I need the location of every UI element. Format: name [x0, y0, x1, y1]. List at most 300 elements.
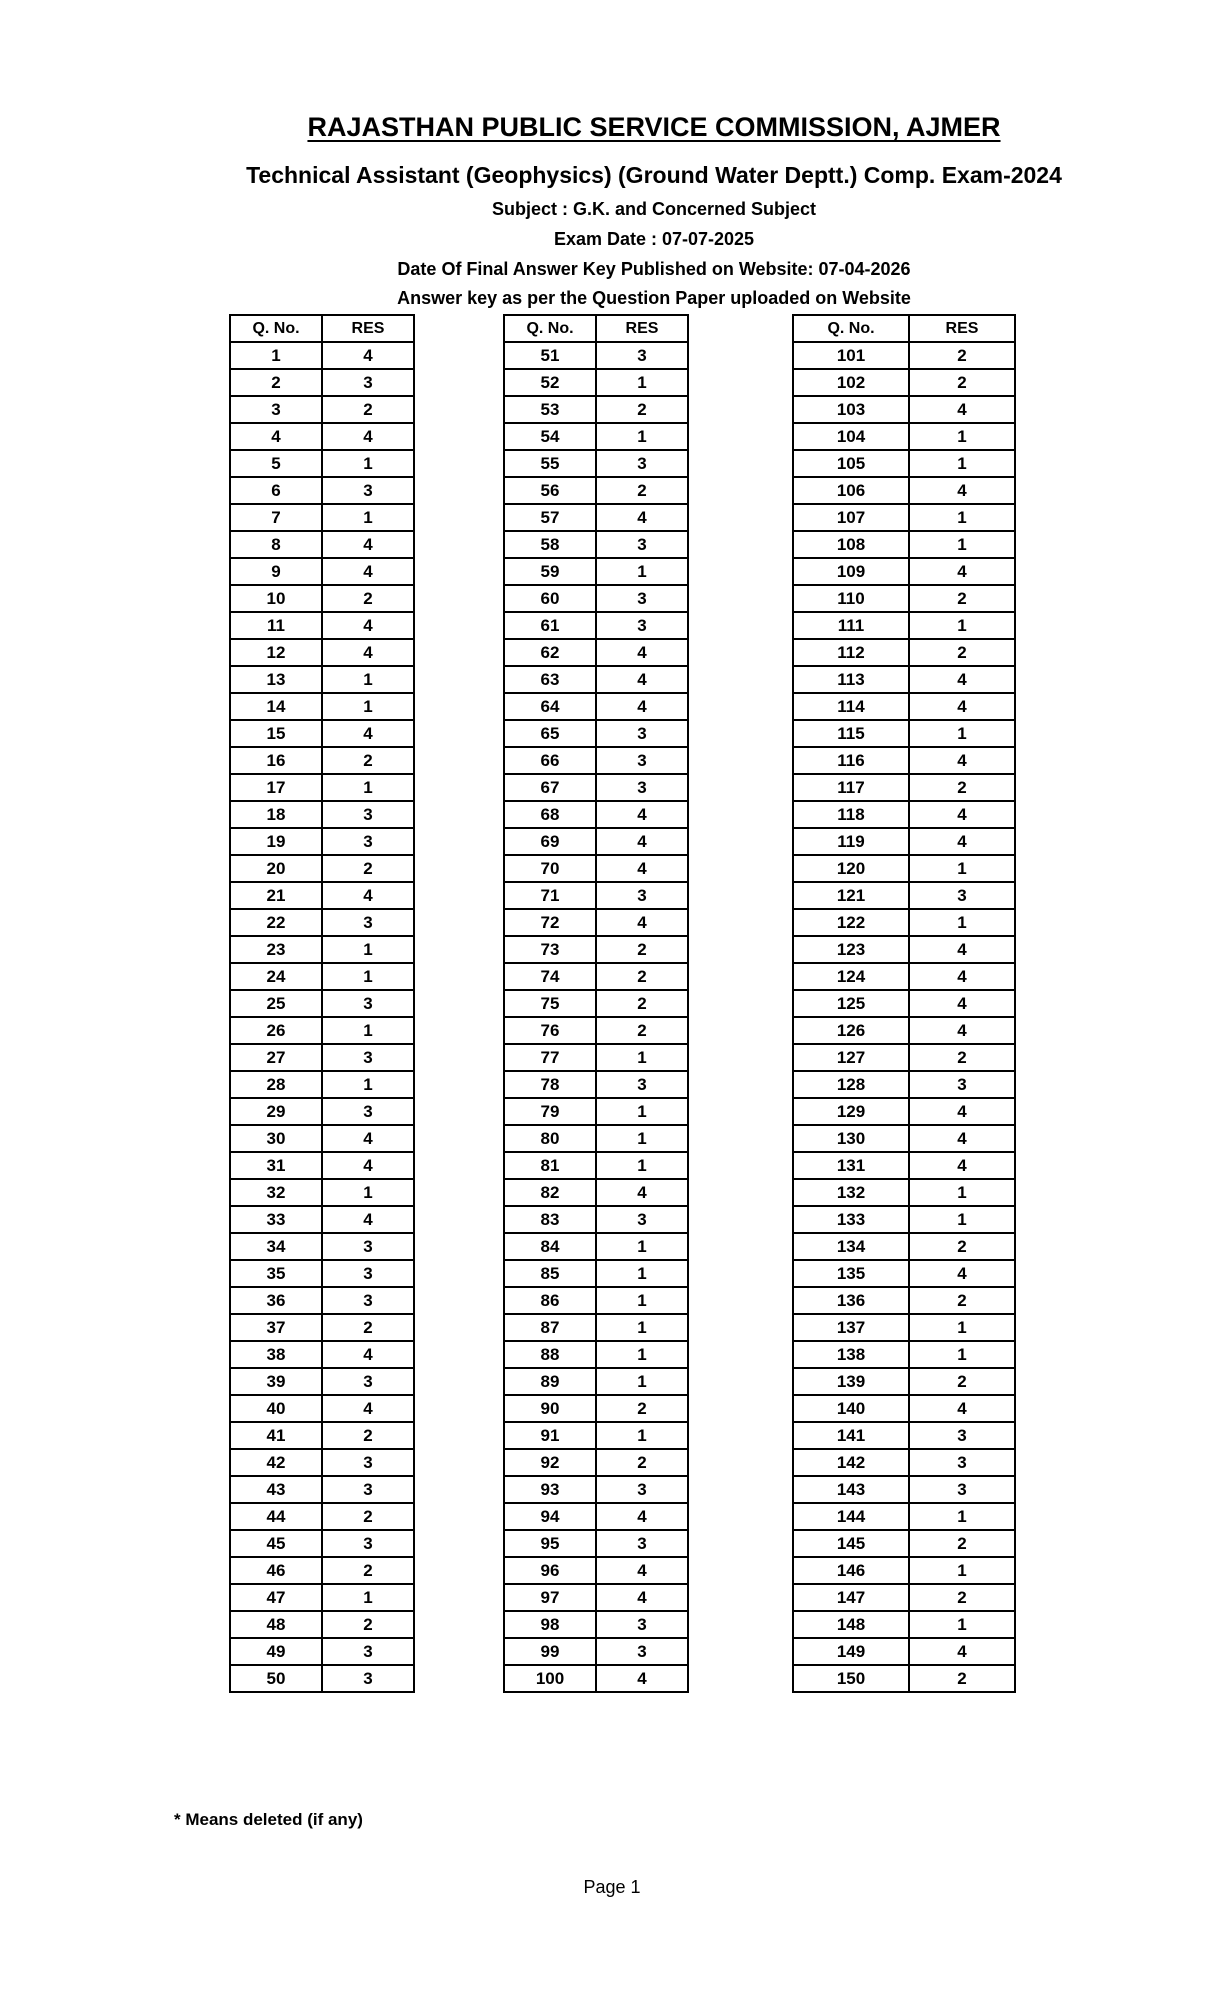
table-row: [230, 774, 414, 801]
answer-value: 3: [322, 1476, 414, 1503]
answer-value: 4: [322, 558, 414, 585]
question-number: 50: [230, 1665, 322, 1692]
table-row: [793, 801, 1015, 828]
table-row: [504, 1206, 688, 1233]
question-number: 27: [230, 1044, 322, 1071]
table-row: [504, 1233, 688, 1260]
table-row: [504, 963, 688, 990]
table-row: [793, 747, 1015, 774]
answer-value: 2: [322, 1611, 414, 1638]
table-row: [230, 558, 414, 585]
table-row: [793, 1152, 1015, 1179]
answer-value: 2: [322, 585, 414, 612]
question-number: 79: [504, 1098, 596, 1125]
question-number: 11: [230, 612, 322, 639]
question-number: 46: [230, 1557, 322, 1584]
question-number: 115: [793, 720, 909, 747]
table-row: [230, 1476, 414, 1503]
question-number: 89: [504, 1368, 596, 1395]
answer-value: 1: [322, 666, 414, 693]
question-number: 38: [230, 1341, 322, 1368]
answer-value: 2: [322, 1314, 414, 1341]
answer-value: 3: [322, 909, 414, 936]
table-row: [230, 1665, 414, 1692]
table-row: [504, 1611, 688, 1638]
table-row: [793, 855, 1015, 882]
answer-value: 2: [322, 747, 414, 774]
question-number: 90: [504, 1395, 596, 1422]
answer-value: 2: [909, 1368, 1015, 1395]
question-number: 130: [793, 1125, 909, 1152]
table-row: [504, 1557, 688, 1584]
table-row: [504, 1179, 688, 1206]
answer-table-3: [792, 314, 1016, 1693]
answer-value: 2: [909, 585, 1015, 612]
table-row: [793, 1044, 1015, 1071]
question-number: 83: [504, 1206, 596, 1233]
table-row: [230, 1314, 414, 1341]
question-number: 15: [230, 720, 322, 747]
answer-value: 1: [909, 1314, 1015, 1341]
table-row: [793, 936, 1015, 963]
table-row: [793, 1557, 1015, 1584]
answer-value: 2: [322, 396, 414, 423]
answer-value: 4: [909, 828, 1015, 855]
table-row: [230, 585, 414, 612]
table-row: [793, 720, 1015, 747]
answer-value: 3: [596, 1530, 688, 1557]
table-row: [504, 531, 688, 558]
table-row: [793, 1422, 1015, 1449]
answer-value: 1: [596, 1368, 688, 1395]
answer-value: 2: [909, 774, 1015, 801]
table-row: [230, 1503, 414, 1530]
table-row: [230, 720, 414, 747]
answer-value: 1: [909, 531, 1015, 558]
table-row: [230, 1584, 414, 1611]
footnote: * Means deleted (if any): [174, 1810, 363, 1829]
answer-value: 4: [909, 477, 1015, 504]
question-number: 61: [504, 612, 596, 639]
answer-value: 4: [596, 666, 688, 693]
question-number: 105: [793, 450, 909, 477]
answer-value: 1: [909, 423, 1015, 450]
answer-value: 4: [909, 990, 1015, 1017]
question-number: 103: [793, 396, 909, 423]
table-row: [504, 396, 688, 423]
table-row: [504, 1665, 688, 1692]
question-number: 142: [793, 1449, 909, 1476]
question-number: 71: [504, 882, 596, 909]
question-number: 43: [230, 1476, 322, 1503]
question-number: 22: [230, 909, 322, 936]
subject-line: Subject : G.K. and Concerned Subject: [491, 199, 817, 219]
answer-value: 1: [322, 450, 414, 477]
table-row: [230, 369, 414, 396]
table-row: [793, 450, 1015, 477]
table-row: [504, 1071, 688, 1098]
question-number: 2: [230, 369, 322, 396]
table-row: [230, 450, 414, 477]
answer-value: 3: [596, 342, 688, 369]
question-number: 110: [793, 585, 909, 612]
table-row: [230, 1233, 414, 1260]
table-row: [230, 1638, 414, 1665]
answer-value: 3: [596, 720, 688, 747]
answer-value: 3: [596, 612, 688, 639]
question-number: 141: [793, 1422, 909, 1449]
table-row: [793, 1638, 1015, 1665]
answer-value: 3: [596, 1638, 688, 1665]
question-number: 20: [230, 855, 322, 882]
table-row: [504, 504, 688, 531]
question-number: 32: [230, 1179, 322, 1206]
table-row: [793, 990, 1015, 1017]
table-row: [230, 1206, 414, 1233]
table-row: [230, 1287, 414, 1314]
answer-value: 4: [909, 1098, 1015, 1125]
answer-value: 1: [596, 1044, 688, 1071]
answer-value: 1: [596, 1422, 688, 1449]
table-row: [230, 1260, 414, 1287]
answer-value: 1: [596, 423, 688, 450]
table-row: [504, 828, 688, 855]
answer-value: 2: [596, 1395, 688, 1422]
res-header: RES: [909, 315, 1015, 342]
table-row: [504, 1449, 688, 1476]
question-number: 146: [793, 1557, 909, 1584]
answer-value: 1: [596, 1314, 688, 1341]
table-row: [504, 1017, 688, 1044]
answer-value: 3: [322, 828, 414, 855]
table-row: [504, 1098, 688, 1125]
answer-value: 1: [909, 504, 1015, 531]
table-row: [504, 1314, 688, 1341]
question-number: 82: [504, 1179, 596, 1206]
answer-value: 4: [909, 1017, 1015, 1044]
table-row: [230, 1368, 414, 1395]
question-number: 18: [230, 801, 322, 828]
table-row: [504, 639, 688, 666]
table-row: [504, 1584, 688, 1611]
table-row: [504, 612, 688, 639]
table-row: [504, 342, 688, 369]
table-row: [793, 1179, 1015, 1206]
table-row: [793, 693, 1015, 720]
question-number: 60: [504, 585, 596, 612]
table-row: [793, 1260, 1015, 1287]
answer-value: 1: [909, 855, 1015, 882]
answer-value: 1: [596, 369, 688, 396]
organization-title: RAJASTHAN PUBLIC SERVICE COMMISSION, AJMER: [307, 112, 1001, 142]
question-number: 19: [230, 828, 322, 855]
answer-value: 1: [322, 504, 414, 531]
question-number: 91: [504, 1422, 596, 1449]
question-number: 94: [504, 1503, 596, 1530]
table-row: [504, 1125, 688, 1152]
question-number: 55: [504, 450, 596, 477]
question-number: 66: [504, 747, 596, 774]
question-number: 139: [793, 1368, 909, 1395]
question-number: 134: [793, 1233, 909, 1260]
question-number: 68: [504, 801, 596, 828]
answer-value: 2: [322, 1503, 414, 1530]
table-row: [230, 1044, 414, 1071]
answer-value: 1: [909, 909, 1015, 936]
table-row: [230, 936, 414, 963]
question-number: 137: [793, 1314, 909, 1341]
question-number: 36: [230, 1287, 322, 1314]
answer-value: 1: [596, 1341, 688, 1368]
table-row: [504, 1476, 688, 1503]
qno-header: Q. No.: [793, 315, 909, 342]
question-number: 72: [504, 909, 596, 936]
table-row: [230, 855, 414, 882]
answer-value: 3: [596, 531, 688, 558]
question-number: 87: [504, 1314, 596, 1341]
question-number: 47: [230, 1584, 322, 1611]
table-row: [793, 1287, 1015, 1314]
table-row: [230, 909, 414, 936]
answer-table-1: [229, 314, 415, 1693]
question-number: 81: [504, 1152, 596, 1179]
answer-value: 1: [322, 1017, 414, 1044]
question-number: 125: [793, 990, 909, 1017]
answer-value: 1: [322, 774, 414, 801]
table-row: [504, 990, 688, 1017]
answer-value: 3: [909, 1422, 1015, 1449]
question-number: 13: [230, 666, 322, 693]
table-row: [793, 666, 1015, 693]
question-number: 140: [793, 1395, 909, 1422]
table-row: [230, 747, 414, 774]
table-row: [230, 1611, 414, 1638]
table-row: [230, 612, 414, 639]
question-number: 88: [504, 1341, 596, 1368]
answer-value: 2: [909, 1584, 1015, 1611]
question-number: 59: [504, 558, 596, 585]
table-row: [230, 1071, 414, 1098]
answer-value: 2: [596, 477, 688, 504]
answer-value: 4: [909, 693, 1015, 720]
answer-value: 1: [596, 1098, 688, 1125]
table-row: [504, 450, 688, 477]
question-number: 25: [230, 990, 322, 1017]
question-number: 26: [230, 1017, 322, 1044]
question-number: 102: [793, 369, 909, 396]
answer-value: 1: [322, 936, 414, 963]
answer-value: 3: [322, 477, 414, 504]
table-row: [793, 558, 1015, 585]
question-number: 4: [230, 423, 322, 450]
answer-value: 4: [322, 882, 414, 909]
table-row: [504, 1368, 688, 1395]
question-number: 56: [504, 477, 596, 504]
question-number: 39: [230, 1368, 322, 1395]
table-row: [504, 666, 688, 693]
answer-value: 3: [322, 1665, 414, 1692]
question-number: 31: [230, 1152, 322, 1179]
question-number: 123: [793, 936, 909, 963]
answer-value: 2: [322, 1422, 414, 1449]
answer-value: 4: [596, 1665, 688, 1692]
table-row: [793, 1503, 1015, 1530]
page-number: Page 1: [583, 1877, 641, 1897]
table-row: [230, 1341, 414, 1368]
table-row: [230, 1557, 414, 1584]
answer-value: 2: [322, 1557, 414, 1584]
table-row: [230, 1449, 414, 1476]
question-number: 29: [230, 1098, 322, 1125]
question-number: 138: [793, 1341, 909, 1368]
question-number: 12: [230, 639, 322, 666]
table-row: [230, 963, 414, 990]
question-number: 24: [230, 963, 322, 990]
answer-value: 4: [909, 558, 1015, 585]
answer-value: 4: [322, 612, 414, 639]
table-row: [793, 1341, 1015, 1368]
answer-value: 1: [909, 450, 1015, 477]
question-number: 119: [793, 828, 909, 855]
question-number: 9: [230, 558, 322, 585]
answer-value: 4: [596, 828, 688, 855]
question-number: 121: [793, 882, 909, 909]
table-row: [793, 963, 1015, 990]
question-number: 92: [504, 1449, 596, 1476]
table-row: [504, 1152, 688, 1179]
final-key-date-line: Date Of Final Answer Key Published on Website: 07-04-2026: [397, 259, 911, 279]
question-number: 1: [230, 342, 322, 369]
answer-value: 4: [596, 639, 688, 666]
table-row: [504, 1260, 688, 1287]
answer-value: 1: [596, 1152, 688, 1179]
qno-header: Q. No.: [504, 315, 596, 342]
question-number: 52: [504, 369, 596, 396]
answer-value: 3: [322, 1098, 414, 1125]
answer-value: 3: [322, 1044, 414, 1071]
question-number: 21: [230, 882, 322, 909]
question-number: 78: [504, 1071, 596, 1098]
table-row: [504, 1341, 688, 1368]
table-row: [230, 882, 414, 909]
table-row: [504, 693, 688, 720]
answer-value: 2: [596, 1017, 688, 1044]
question-number: 128: [793, 1071, 909, 1098]
table-row: [793, 1395, 1015, 1422]
answer-value: 1: [596, 558, 688, 585]
answer-value: 3: [322, 1638, 414, 1665]
question-number: 131: [793, 1152, 909, 1179]
table-row: [504, 1395, 688, 1422]
answer-value: 4: [322, 1206, 414, 1233]
table-row: [504, 774, 688, 801]
table-row: [793, 1233, 1015, 1260]
question-number: 14: [230, 693, 322, 720]
answer-value: 3: [322, 1530, 414, 1557]
question-number: 8: [230, 531, 322, 558]
table-row: [504, 1503, 688, 1530]
answer-value: 3: [322, 1287, 414, 1314]
answer-value: 4: [909, 801, 1015, 828]
answer-value: 4: [322, 1125, 414, 1152]
question-number: 28: [230, 1071, 322, 1098]
answer-value: 4: [596, 1557, 688, 1584]
question-number: 23: [230, 936, 322, 963]
table-row: [793, 1098, 1015, 1125]
table-row: [230, 1179, 414, 1206]
question-number: 57: [504, 504, 596, 531]
table-row: [230, 396, 414, 423]
answer-value: 2: [596, 396, 688, 423]
question-number: 96: [504, 1557, 596, 1584]
table-row: [793, 1611, 1015, 1638]
question-number: 126: [793, 1017, 909, 1044]
question-number: 85: [504, 1260, 596, 1287]
question-number: 147: [793, 1584, 909, 1611]
question-number: 37: [230, 1314, 322, 1341]
answer-value: 4: [909, 1395, 1015, 1422]
question-number: 148: [793, 1611, 909, 1638]
question-number: 107: [793, 504, 909, 531]
question-number: 118: [793, 801, 909, 828]
question-number: 73: [504, 936, 596, 963]
question-number: 41: [230, 1422, 322, 1449]
answer-value: 2: [596, 990, 688, 1017]
question-number: 100: [504, 1665, 596, 1692]
answer-value: 2: [909, 369, 1015, 396]
question-number: 86: [504, 1287, 596, 1314]
question-number: 95: [504, 1530, 596, 1557]
question-number: 129: [793, 1098, 909, 1125]
answer-value: 4: [909, 396, 1015, 423]
answer-value: 1: [322, 1179, 414, 1206]
answer-value: 4: [322, 423, 414, 450]
answer-value: 4: [909, 1638, 1015, 1665]
answer-value: 4: [322, 720, 414, 747]
question-number: 136: [793, 1287, 909, 1314]
answer-value: 1: [909, 612, 1015, 639]
question-number: 40: [230, 1395, 322, 1422]
table-row: [230, 639, 414, 666]
table-row: [793, 531, 1015, 558]
answer-value: 2: [909, 342, 1015, 369]
answer-value: 4: [322, 1341, 414, 1368]
table-row: [793, 1017, 1015, 1044]
table-row: [793, 342, 1015, 369]
answer-value: 1: [322, 1584, 414, 1611]
answer-value: 4: [596, 909, 688, 936]
answer-value: 1: [322, 693, 414, 720]
question-number: 109: [793, 558, 909, 585]
table-row: [230, 693, 414, 720]
answer-value: 1: [322, 963, 414, 990]
question-number: 74: [504, 963, 596, 990]
answer-value: 4: [322, 1152, 414, 1179]
question-number: 30: [230, 1125, 322, 1152]
question-number: 150: [793, 1665, 909, 1692]
question-number: 62: [504, 639, 596, 666]
answer-value: 1: [909, 1503, 1015, 1530]
answer-value: 4: [322, 1395, 414, 1422]
table-row: [793, 1071, 1015, 1098]
answer-value: 1: [909, 1206, 1015, 1233]
answer-table-2: [503, 314, 689, 1693]
table-row: [230, 828, 414, 855]
table-row: [504, 423, 688, 450]
answer-value: 4: [596, 1503, 688, 1530]
table-row: [504, 1422, 688, 1449]
answer-value: 4: [596, 504, 688, 531]
